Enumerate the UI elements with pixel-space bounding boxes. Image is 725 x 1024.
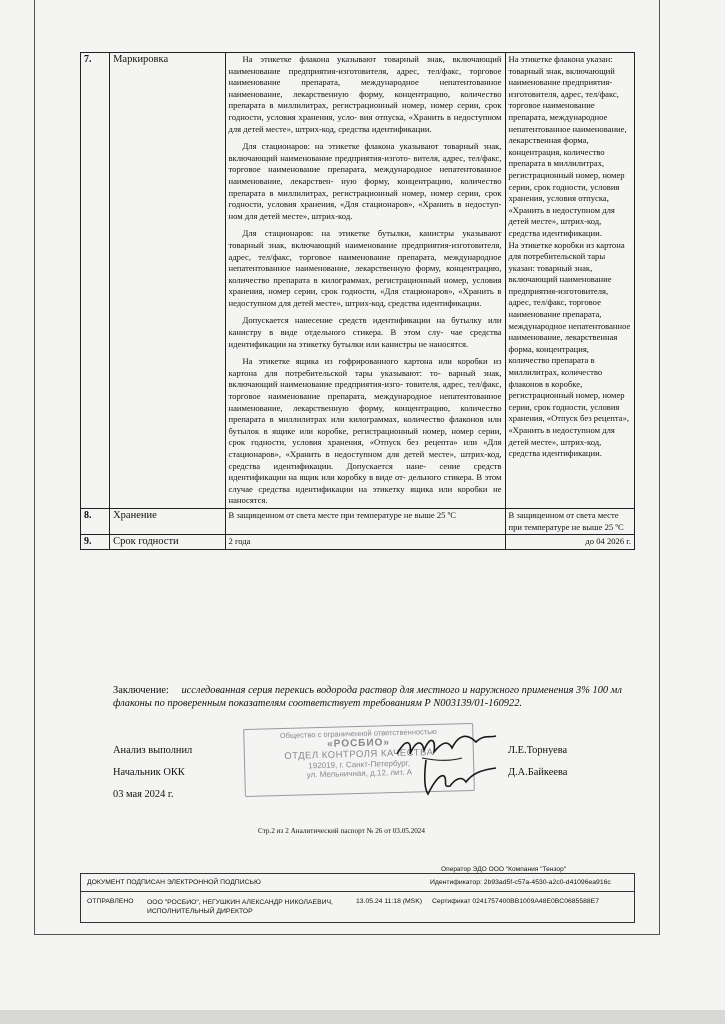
row-number: 9. [81, 535, 110, 550]
analyst-name: Л.Е.Торнуева [508, 745, 568, 756]
row-requirement [225, 508, 505, 534]
spec-table [80, 52, 635, 550]
requirement-paragraph: На этикетке флакона указывают товарный знак, включающий наименование предприятия-изготовителя, адрес, тел/факс, торговое наименование препарата, международное непатентованное наименование, лекарственную форму, концентрацию, количество препарата в миллилитрах, регистрационный номер, номер серии, срок годности, условия хранения, усло- вия отпуска, «Хранить в недоступном для детей месте», штрих-код, средства идентификации. [228, 54, 502, 134]
row-parameter: Маркировка [110, 53, 225, 509]
row-parameter: Срок годности [110, 535, 225, 550]
row-number: 7. [81, 53, 110, 509]
table-row [81, 535, 635, 550]
conclusion-text: исследованная серия перекись водорода раствор для местного и наружного применения 3% 100 мл флаконы по проверенным показателям соответствует требованиям Р N003139/01-160922. [113, 685, 622, 709]
conclusion-label: Заключение: [113, 685, 169, 696]
row-result [505, 535, 635, 550]
esignature-signer-line: ООО "РОСБИО", НЕГУШКИН АЛЕКСАНДР НИКОЛАЕВИЧ, [147, 899, 333, 906]
requirement-paragraph: 2 года [228, 536, 251, 547]
page-scan-edge-right [659, 0, 660, 935]
page-scan-edge-bottom [34, 934, 660, 935]
esignature-signer [147, 898, 333, 916]
stamp-line: Общество с ограниченной ответственностью [279, 726, 437, 741]
head-name: Д.А.Байкеева [508, 767, 568, 778]
signature-date: 03 мая 2024 г. [113, 789, 174, 800]
result-paragraph: На этикетке флакона указан: товарный знак, включающий наименование предприятия-изготовителя, адрес, тел/факс, торговое наименование препарата, международное непатентованное наименование, лекарственная форма, концентрация, количество препарата в миллилитрах, регистрационный номер, номер серии, срок годности, условия хранения, условия отпуска, «Хранить в недоступном для детей месте», штрих-код, средства идентификации. [508, 54, 627, 238]
page-footer: Стр.2 из 2 Аналитический паспорт № 26 от 03.05.2024 [258, 827, 425, 835]
handwritten-signature-head [418, 754, 508, 804]
table-row [81, 508, 635, 534]
requirement-paragraph: Для стационаров: на этикетке бутылки, канистры указывают товарный знак, включающий наименование предприятия-изготовителя, адрес, тел/факс, торговое наименование препарата, международное непатентованное наименование, лекарственную форму, концентрацию, количество препарата в килограммах, регистрационный номер, условия хранения, номер серии, срок годности, «Для стационаров», «Хранить в недоступном для детей месте», штрих-код, средства идентификации. [228, 228, 502, 308]
result-paragraph: В защищенном от света месте при температуре не выше 25 ºC [508, 509, 624, 532]
row-number: 8. [81, 508, 110, 534]
conclusion [113, 684, 643, 710]
requirement-paragraph: Допускается нанесение средств идентификации на бутылку или канистру в виде отдельного стикера. В этом слу- чае средства идентификации на этикетку бутылки или канистры не наносятся. [228, 315, 502, 349]
row-parameter: Хранение [110, 508, 225, 534]
requirement-paragraph: Для стационаров: на этикетке флакона указывают товарный знак, включающий наименование предприятия-изгото- вителя, адрес, тел/факс, торговое наименование препарата, международное непатентованное наименование, лекарствен- ную форму, концентрацию, количество препарата в миллилитрах, регистрационный номер, номер серии, срок годности, условия хранения, «Для стационаров», «Хранить в недоступ- ном для детей месте», штрих-код. [228, 141, 502, 221]
esignature-divider [81, 891, 634, 892]
esignature-identifier: Идентификатор: 2b93ad5f-c57a-4530-a2c0-d41096ea916c [430, 879, 611, 886]
stamp-line: ул. Мельничная, д.12, лит. А [306, 767, 413, 780]
page-bottom-shade [0, 1010, 725, 1024]
row-result [505, 53, 635, 509]
row-result [505, 508, 635, 534]
esignature-sent-label: ОТПРАВЛЕНО [87, 898, 134, 905]
table-row [81, 53, 635, 509]
stamp-line: 192019, г. Санкт-Петербург, [308, 758, 410, 771]
row-requirement [225, 53, 505, 509]
requirement-paragraph: В защищенном от света месте при температуре не выше 25 ºC [228, 509, 456, 520]
result-paragraph: до 04 2026 г. [585, 536, 631, 547]
edo-operator: Оператор ЭДО ООО "Компания "Тензор" [441, 866, 567, 873]
row-requirement [225, 535, 505, 550]
esignature-datetime: 13.05.24 11:18 (MSK) [356, 898, 422, 905]
esignature-title: ДОКУМЕНТ ПОДПИСАН ЭЛЕКТРОННОЙ ПОДПИСЬЮ [87, 879, 261, 886]
stamp-line: «РОСБИО» [327, 737, 391, 750]
esignature-certificate: Сертификат 0241757400BB1009A48E0BC0685588E7 [432, 898, 599, 905]
head-label: Начальник ОКК [113, 767, 185, 778]
electronic-signature-box [80, 873, 635, 923]
requirement-paragraph: На этикетке ящика из гофрированного картона или коробки из картона для потребительской тары указывают: то- варный знак, включающий наименование предприятия-изго- товителя, адрес, тел/факс, торговое наименование препарата, международное непатентованное наименование, лекарственную форму, концентрацию, количество препарата в миллилитрах или килограммах, количество флаконов или бутылок в ящике или коробке, регистрационный номер, номер серии, срок годности, условия хранения, «Отпуск без рецепта» или «Для стационаров», «Хранить в недоступном для детей месте», штрих-код, средства идентификации. Допускается нане- сение средств идентификации на ящик или коробку в виде от- дельного стикера. В этом случае средства идентификации на этикетку ящика или коробки не наносятся. [228, 356, 502, 506]
page-scan-edge-left [34, 0, 35, 935]
esignature-signer-line: ИСПОЛНИТЕЛЬНЫЙ ДИРЕКТОР [147, 908, 253, 915]
analyst-label: Анализ выполнил [113, 745, 193, 756]
stamp-line: ОТДЕЛ КОНТРОЛЯ КАЧЕСТВА [284, 747, 434, 762]
result-paragraph: На этикетке коробки из картона для потребительской тары указан: товарный знак, включающий наименование предприятия-изготовителя, адрес, тел/факс, торговое наименование препарата, международное непатентованное наименование, лекарственная форма, концентрация, количество препарата в миллилитрах, количество флаконов в коробке, регистрационный номер, номер серии, срок годности, условия хранения, «Отпуск без рецепта», «Хранить в недоступном для детей месте», штрих-код, средства идентификации. [508, 239, 631, 459]
